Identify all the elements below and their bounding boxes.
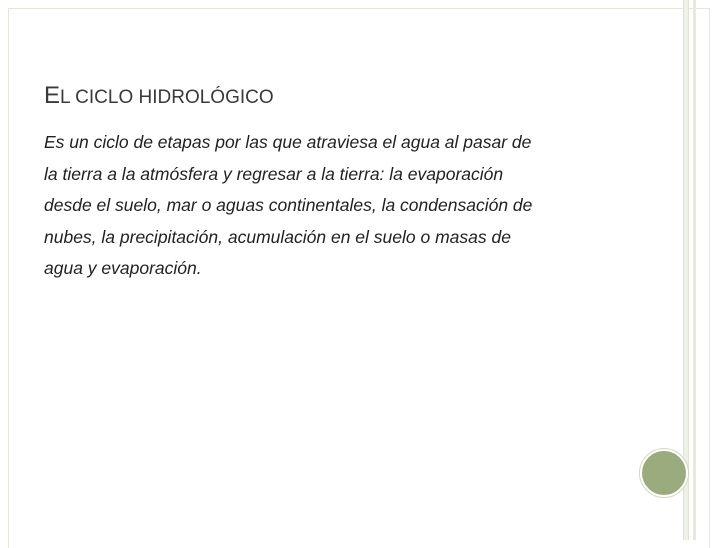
slide-title-initial: E (44, 82, 61, 109)
slide-body-text: Es un ciclo de etapas por las que atraviesa el agua al pasar de la tierra a la atmósfera y regresar a la tierra: la evaporación desde el suelo, mar o aguas continentales, la condensación de nubes, la precipitación, acumulación en el suelo o masas de agua y evaporación. (44, 132, 533, 278)
slide-title (44, 76, 274, 108)
decorative-circle (640, 449, 688, 497)
slide-title-rest: L CICLO HIDROLÓGICO (60, 87, 274, 108)
decorative-bar-thin (693, 0, 696, 540)
